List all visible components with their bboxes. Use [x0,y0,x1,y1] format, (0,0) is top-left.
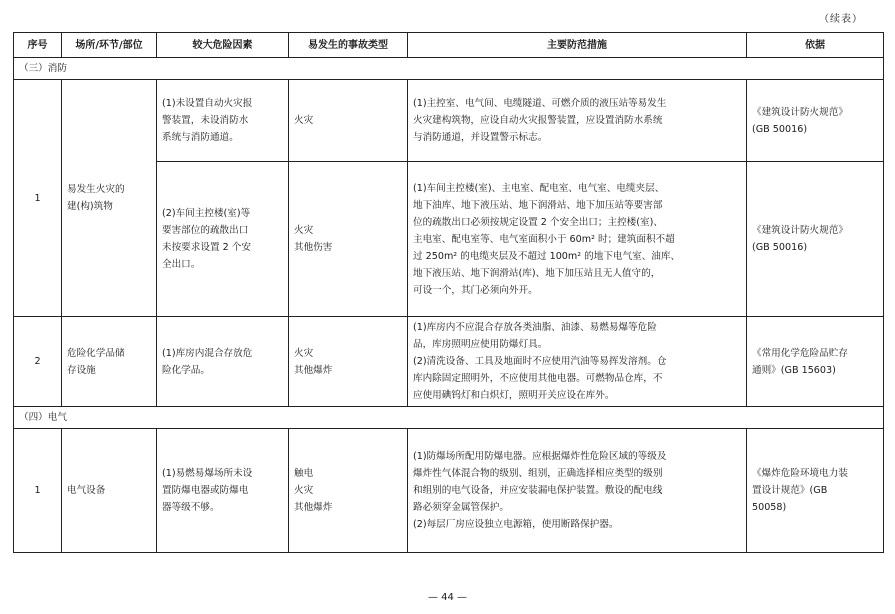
row-number: 1 [14,80,62,317]
measures-cell-line: 和组别的电气设备，并应安装漏电保护装置。敷设的配电线 [413,485,663,496]
section-row [14,407,884,429]
hazard-cell-line: 器等级不够。 [162,502,220,513]
accident-cell [289,429,408,553]
page-number: — 44 — [427,592,468,603]
measures-cell-line: 主电室、配电室等、电气室面积小于 60m² 时；建筑面积不超 [413,233,675,245]
measures-cell [408,80,747,162]
basis-cell [747,80,884,162]
hazard-cell-line: 警装置，未设消防水 [162,115,249,126]
accident-cell [289,80,408,162]
measures-cell-line: (2)每层厂房应设独立电源箱，使用断路保护器。 [413,519,619,530]
basis-cell-line: 《常用化学危险品贮存 [752,347,848,359]
basis-cell-line: 《爆炸危险环境电力装 [752,468,848,479]
measures-cell-line: 过 250m² 的电缆夹层及不超过 100m² 的地下电气室、油库、 [413,250,681,262]
hazard-cell-line: 置防爆电器或防爆电 [162,485,249,496]
measures-cell-line: (2)清洗设备、工具及地面时不应使用汽油等易挥发溶剂。仓 [413,356,667,367]
measures-cell [408,162,747,317]
place-cell [62,317,157,407]
continued-label: （续表） [819,14,863,25]
hazard-cell [157,429,289,553]
hazard-cell-line: (1)易燃易爆场所未设 [162,468,253,479]
measures-cell-line: (1)主控室、电气间、电缆隧道、可燃介质的液压站等易发生 [413,98,667,109]
hazard-cell-line: 全出口。 [162,259,201,270]
place-cell-line: 建(构)筑物 [67,201,113,212]
place-cell [62,80,157,317]
place-cell-line: 易发生火灾的 [67,184,125,195]
basis-cell-line: (GB 50016) [752,123,808,135]
place-cell-line: 电气设备 [67,485,106,496]
section-title: （四）电气 [14,407,884,429]
measures-cell-line: 与消防通道，并设置警示标志。 [413,132,548,143]
measures-cell-line: (1)防爆场所配用防爆电器。应根据爆炸性危险区域的等级及 [413,451,667,462]
basis-cell-line: 50058) [752,502,787,513]
place-cell [62,429,157,553]
hazard-cell-line: (1)未设置自动火灾报 [162,98,253,109]
table-row [14,317,884,407]
basis-cell [747,162,884,317]
place-cell-line: 危险化学品储 [67,347,125,359]
accident-cell-line: 其他爆炸 [294,364,333,376]
accident-cell-line: 火灾 [294,347,314,359]
basis-cell-line: 通则》(GB 15603) [752,364,836,376]
header-accident: 易发生的事故类型 [289,33,408,58]
measures-cell-line: 地下液压站、地下润滑站(库)、地下加压站且无人值守的， [413,267,661,279]
measures-cell [408,429,747,553]
table-row [14,80,884,162]
hazard-cell-line: 险化学品。 [162,364,210,376]
accident-cell [289,162,408,317]
measures-cell-line: 爆炸性气体混合物的级别、组别，正确选择相应类型的级别 [413,468,663,479]
accident-cell-line: 其他爆炸 [294,502,333,513]
header-basis: 依据 [747,33,884,58]
measures-cell-line: 应使用碘钨灯和白炽灯，照明开关应设在库外。 [413,390,615,401]
basis-cell-line: 置设计规范》(GB [752,485,828,496]
accident-cell-line: 火灾 [294,485,314,496]
hazard-cell [157,317,289,407]
basis-cell-line: (GB 50016) [752,242,808,253]
header-row [14,33,884,58]
section-title: （三）消防 [14,58,884,80]
place-cell-line: 存设施 [67,364,96,376]
header-measures: 主要防范措施 [408,33,747,58]
measures-cell [408,317,747,407]
basis-cell [747,317,884,407]
measures-cell-line: (1)车间主控楼(室)、主电室、配电室、电气室、电缆夹层、 [413,182,665,194]
hazard-cell-line: (2)车间主控楼(室)等 [162,208,251,219]
row-number: 1 [14,429,62,553]
measures-cell-line: 库内除固定照明外，不应使用其他电器。可燃物品仓库，不 [413,373,663,384]
measures-cell-line: 可设一个，其门必须向外开。 [413,284,538,296]
basis-cell-line: 《建筑设计防火规范》 [752,225,848,236]
row-number: 2 [14,317,62,407]
section-row [14,58,884,80]
table-row [14,429,884,553]
basis-cell-line: 《建筑设计防火规范》 [752,106,848,118]
accident-cell-line: 其他伤害 [294,242,333,253]
basis-cell [747,429,884,553]
header-place: 场所/环节/部位 [62,33,157,58]
accident-cell [289,317,408,407]
header-hazard: 较大危险因素 [157,33,289,58]
accident-cell-line: 触电 [294,468,314,479]
accident-cell-line: 火灾 [294,225,314,236]
measures-cell-line: 地下油库、地下液压站、地下润滑站、地下加压站等要害部 [413,199,663,211]
hazard-cell-line: (1)库房内混合存放危 [162,347,253,359]
hazard-cell [157,80,289,162]
measures-cell-line: 路必须穿金属管保护。 [413,502,509,513]
measures-cell-line: 品，库房照明应使用防爆灯具。 [413,339,548,350]
accident-cell-line: 火灾 [294,115,314,126]
hazard-cell-line: 要害部位的疏散出口 [162,225,249,236]
hazard-table [13,32,884,553]
header-no: 序号 [14,33,62,58]
measures-cell-line: 位的疏散出口必须按规定设置 2 个安全出口；主控楼(室)、 [413,216,663,228]
measures-cell-line: 火灾建构筑物，应设自动火灾报警装置，应设置消防水系统 [413,115,663,126]
hazard-cell [157,162,289,317]
hazard-cell-line: 系统与消防通道。 [162,132,239,143]
hazard-cell-line: 未按要求设置 2 个安 [162,242,251,253]
measures-cell-line: (1)库房内不应混合存放各类油脂、油漆、易燃易爆等危险 [413,322,657,333]
